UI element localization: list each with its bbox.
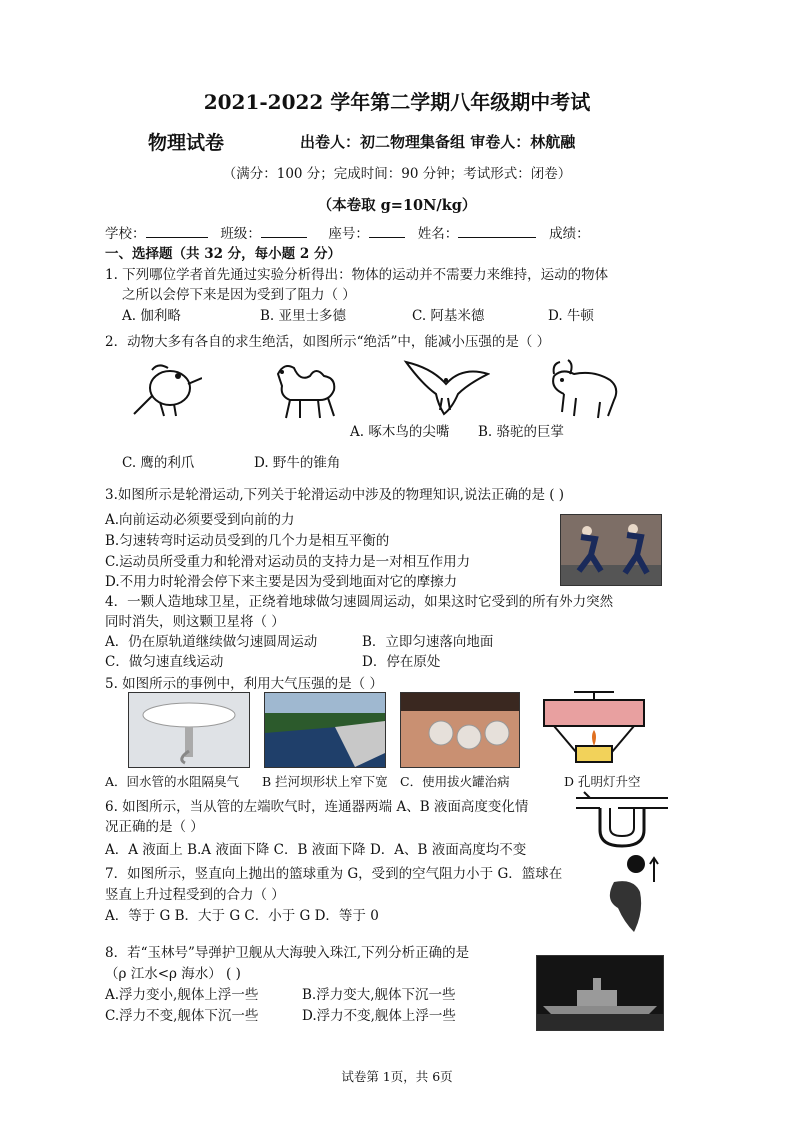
q1-option-c: C. 阿基米德 bbox=[412, 308, 485, 324]
q4-option-d: D．停在原处 bbox=[362, 654, 441, 670]
sink-photo bbox=[128, 692, 250, 768]
q3-stem: 3.如图所示是轮滑运动,下列关于轮滑运动中涉及的物理知识,说法正确的是 ( ) bbox=[105, 487, 565, 503]
school-label: 学校： bbox=[105, 226, 146, 242]
q8-stem-2: （ρ 江水<ρ 海水） ( ) bbox=[105, 966, 241, 982]
q5-option-d: D 孔明灯升空 bbox=[564, 774, 641, 789]
kongming-lantern-figure bbox=[534, 688, 654, 772]
q1-option-d: D. 牛顿 bbox=[548, 308, 594, 324]
q5-option-c: C．使用拔火罐治病 bbox=[400, 774, 510, 789]
q8-stem-1: 8．若“玉林号”导弹护卫舰从大海驶入珠江,下列分析正确的是 bbox=[105, 945, 470, 961]
q7-options: A．等于 G B．大于 G C．小于 G D．等于 0 bbox=[105, 908, 379, 924]
woodpecker-figure bbox=[130, 356, 202, 418]
q2-option-b: B. 骆驼的巨掌 bbox=[478, 424, 565, 440]
q2-option-d: D. 野牛的锥角 bbox=[254, 455, 341, 471]
authors-line: 出卷人：初二物理集备组 审卷人：林航融 bbox=[300, 133, 576, 151]
q7-stem-2: 竖直上升过程受到的合力（ ） bbox=[105, 887, 285, 903]
school-blank[interactable] bbox=[146, 225, 208, 238]
q1-option-a: A. 伽利略 bbox=[122, 308, 181, 324]
score-label: 成绩： bbox=[549, 226, 590, 242]
cupping-photo bbox=[400, 692, 520, 768]
section-heading: 一、选择题（共 32 分，每小题 2 分） bbox=[105, 246, 341, 262]
q4-stem-2: 同时消失，则这颗卫星将（ ） bbox=[105, 614, 285, 630]
q1-stem-2: 之所以会停下来是因为受到了阻力（ ） bbox=[122, 287, 356, 303]
exam-title: 2021-2022 学年第二学期八年级期中考试 bbox=[203, 90, 591, 114]
q1-stem-1: 1. 下列哪位学者首先通过实验分析得出：物体的运动并不需要力来维持，运动的物体 bbox=[105, 267, 609, 283]
eagle-figure bbox=[402, 354, 490, 418]
q6-stem-2: 况正确的是（ ） bbox=[105, 819, 204, 835]
warship-photo bbox=[536, 955, 664, 1031]
q4-option-a: A．仍在原轨道继续做匀速圆周运动 bbox=[105, 634, 318, 650]
q2-stem: 2．动物大多有各自的求生绝活，如图所示“绝活”中，能减小压强的是（ ） bbox=[105, 334, 551, 350]
name-blank[interactable] bbox=[458, 225, 536, 238]
class-label: 班级： bbox=[220, 226, 261, 242]
q8-option-c: C.浮力不变,舰体下沉一些 bbox=[105, 1008, 259, 1024]
q2-option-a: A. 啄木鸟的尖嘴 bbox=[350, 424, 450, 440]
exam-note: （满分：100 分；完成时间：90 分钟；考试形式：闭卷） bbox=[222, 166, 572, 182]
rollerskating-photo bbox=[560, 514, 662, 586]
q3-option-b: B.匀速转弯时运动员受到的几个力是相互平衡的 bbox=[105, 533, 390, 549]
q5-option-a: A．回水管的水阻隔臭气 bbox=[105, 774, 240, 789]
q6-stem-1: 6. 如图所示，当从管的左端吹气时，连通器两端 A、B 液面高度变化情 bbox=[105, 799, 529, 815]
q7-stem-1: 7．如图所示，竖直向上抛出的篮球重为 G，受到的空气阻力小于 G．篮球在 bbox=[105, 866, 563, 882]
q5-option-b: B 拦河坝形状上窄下宽 bbox=[262, 774, 388, 789]
q4-option-c: C．做匀速直线运动 bbox=[105, 654, 224, 670]
seat-label: 座号： bbox=[328, 226, 369, 242]
info-line bbox=[105, 222, 590, 242]
basketball-player-figure bbox=[594, 852, 664, 934]
q4-stem-1: 4．一颗人造地球卫星，正绕着地球做匀速圆周运动，如果这时它受到的所有外力突然 bbox=[105, 594, 614, 610]
connected-vessel-figure bbox=[574, 788, 670, 848]
class-blank[interactable] bbox=[261, 225, 307, 238]
q2-option-c: C. 鹰的利爪 bbox=[122, 455, 195, 471]
name-label: 姓名： bbox=[417, 226, 459, 242]
q8-option-d: D.浮力不变,舰体上浮一些 bbox=[302, 1008, 456, 1024]
q3-option-c: C.运动员所受重力和轮滑对运动员的支持力是一对相互作用力 bbox=[105, 554, 471, 570]
q3-option-a: A.向前运动必须要受到向前的力 bbox=[105, 512, 295, 528]
page-footer: 试卷第 1页，共 6页 bbox=[341, 1069, 453, 1084]
q5-stem: 5. 如图所示的事例中，利用大气压强的是（ ） bbox=[105, 676, 383, 692]
camel-figure bbox=[270, 356, 346, 420]
q1-option-b: B. 亚里士多德 bbox=[260, 308, 347, 324]
bison-figure bbox=[548, 358, 624, 420]
q6-options: A．A 液面上 B.A 液面下降 C．B 液面下降 D．A、B 液面高度均不变 bbox=[105, 842, 527, 858]
q3-option-d: D.不用力时轮滑会停下来主要是因为受到地面对它的摩擦力 bbox=[105, 574, 458, 590]
q8-option-b: B.浮力变大,舰体下沉一些 bbox=[302, 987, 456, 1003]
g-note: （本卷取 g=10N/kg） bbox=[317, 197, 477, 214]
subject-title: 物理试卷 bbox=[148, 132, 225, 154]
seat-blank[interactable] bbox=[369, 225, 405, 238]
q8-option-a: A.浮力变小,舰体上浮一些 bbox=[105, 987, 259, 1003]
q4-option-b: B．立即匀速落向地面 bbox=[362, 634, 494, 650]
dam-photo bbox=[264, 692, 386, 768]
